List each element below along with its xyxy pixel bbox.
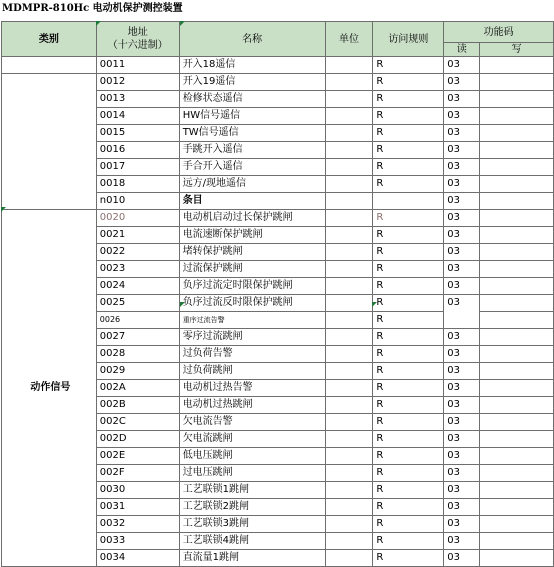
address-cell: 0017 bbox=[96, 159, 179, 176]
register-table bbox=[1, 21, 554, 567]
unit-cell bbox=[325, 533, 373, 550]
address-cell: 002A bbox=[96, 380, 179, 397]
read-code-cell: 03 bbox=[444, 159, 480, 176]
unit-cell bbox=[325, 482, 373, 499]
read-code-cell: 03 bbox=[444, 142, 480, 159]
header-unit: 单位 bbox=[325, 22, 373, 57]
table-row bbox=[2, 57, 554, 74]
write-code-cell bbox=[480, 295, 554, 312]
cell-comment-marker bbox=[372, 302, 377, 307]
read-code-cell: 03 bbox=[444, 261, 480, 278]
write-code-cell bbox=[480, 125, 554, 142]
name-cell: 低电压跳闸 bbox=[179, 448, 325, 465]
address-cell: 0021 bbox=[96, 227, 179, 244]
name-cell: 远方/现地遥信 bbox=[179, 176, 325, 193]
write-code-cell bbox=[480, 414, 554, 431]
name-cell: 欠电流告警 bbox=[179, 414, 325, 431]
name-cell: 电流速断保护跳闸 bbox=[179, 227, 325, 244]
access-cell: R bbox=[373, 431, 444, 448]
address-cell: 002E bbox=[96, 448, 179, 465]
name-cell: 电动机启动过长保护跳闸 bbox=[179, 210, 325, 227]
write-code-cell bbox=[480, 244, 554, 261]
write-code-cell bbox=[480, 261, 554, 278]
write-code-cell bbox=[480, 346, 554, 363]
read-code-cell: 03 bbox=[444, 380, 480, 397]
name-cell: HW信号遥信 bbox=[179, 108, 325, 125]
unit-cell bbox=[325, 244, 373, 261]
unit-cell bbox=[325, 227, 373, 244]
page-title: MDMPR-810Hc 电动机保护测控装置 bbox=[2, 3, 183, 14]
address-cell: 002B bbox=[96, 397, 179, 414]
name-cell: 负序过流定时限保护跳闸 bbox=[179, 278, 325, 295]
name-cell: 检修状态遥信 bbox=[179, 91, 325, 108]
name-cell: 过负荷告警 bbox=[179, 346, 325, 363]
header-category: 类别 bbox=[2, 22, 97, 57]
cell-comment-marker bbox=[180, 302, 185, 307]
address-cell: 0023 bbox=[96, 261, 179, 278]
unit-cell bbox=[325, 516, 373, 533]
write-code-cell bbox=[480, 550, 554, 567]
write-code-cell bbox=[480, 431, 554, 448]
unit-cell bbox=[325, 414, 373, 431]
write-code-cell bbox=[480, 91, 554, 108]
address-cell: 0030 bbox=[96, 482, 179, 499]
access-cell: R bbox=[373, 244, 444, 261]
access-cell: R bbox=[373, 499, 444, 516]
name-cell: 工艺联锁1跳闸 bbox=[179, 482, 325, 499]
access-cell: R bbox=[373, 261, 444, 278]
read-code-cell: 03 bbox=[444, 465, 480, 482]
read-code-cell: 03 bbox=[444, 108, 480, 125]
address-cell: 0028 bbox=[96, 346, 179, 363]
read-code-cell: 03 bbox=[444, 176, 480, 193]
access-cell: R bbox=[373, 380, 444, 397]
header-address-label: 地址 bbox=[127, 27, 148, 38]
access-cell: R bbox=[373, 448, 444, 465]
read-code-cell: 03 bbox=[444, 91, 480, 108]
access-cell: R bbox=[373, 125, 444, 142]
category-action-signal: 动作信号 bbox=[2, 210, 97, 567]
write-code-cell bbox=[480, 482, 554, 499]
access-cell: R bbox=[373, 91, 444, 108]
unit-cell bbox=[325, 448, 373, 465]
header-name: 名称 bbox=[179, 22, 325, 57]
name-cell: 开入18遥信 bbox=[179, 57, 325, 74]
address-cell: 0025 bbox=[96, 295, 179, 312]
address-cell: 0024 bbox=[96, 278, 179, 295]
access-cell: R bbox=[373, 142, 444, 159]
write-code-cell bbox=[480, 142, 554, 159]
write-code-cell bbox=[480, 397, 554, 414]
name-cell: 负序过流反时限保护跳闸 bbox=[179, 295, 325, 312]
write-code-cell bbox=[480, 329, 554, 346]
access-cell: R bbox=[373, 482, 444, 499]
unit-cell bbox=[325, 499, 373, 516]
address-cell: 0015 bbox=[96, 125, 179, 142]
read-code-cell: 03 bbox=[444, 210, 480, 227]
address-cell: 0013 bbox=[96, 91, 179, 108]
unit-cell bbox=[325, 550, 373, 567]
name-cell: 零序过流跳闸 bbox=[179, 329, 325, 346]
name-cell: 工艺联锁3跳闸 bbox=[179, 516, 325, 533]
read-code-cell: 03 bbox=[444, 482, 480, 499]
unit-cell bbox=[325, 431, 373, 448]
unit-cell bbox=[325, 278, 373, 295]
name-cell: 直流量1跳闸 bbox=[179, 550, 325, 567]
address-cell: 0032 bbox=[96, 516, 179, 533]
access-cell bbox=[373, 193, 444, 210]
access-cell: R bbox=[373, 278, 444, 295]
unit-cell bbox=[325, 57, 373, 74]
unit-cell bbox=[325, 159, 373, 176]
access-cell: R bbox=[373, 295, 444, 312]
header-read: 读 bbox=[444, 43, 480, 57]
unit-cell bbox=[325, 125, 373, 142]
name-cell: 电动机过热告警 bbox=[179, 380, 325, 397]
read-code-cell: 03 bbox=[444, 499, 480, 516]
name-cell: 开入19遥信 bbox=[179, 74, 325, 91]
unit-cell bbox=[325, 397, 373, 414]
write-code-cell bbox=[480, 499, 554, 516]
write-code-cell bbox=[480, 448, 554, 465]
read-code-cell: 03 bbox=[444, 431, 480, 448]
name-cell: 工艺联锁4跳闸 bbox=[179, 533, 325, 550]
name-cell: 过负荷跳闸 bbox=[179, 363, 325, 380]
address-cell: 0022 bbox=[96, 244, 179, 261]
access-cell: R bbox=[373, 312, 444, 329]
name-cell: 工艺联锁2跳闸 bbox=[179, 499, 325, 516]
address-cell: 0011 bbox=[96, 57, 179, 74]
table-row bbox=[2, 210, 554, 227]
name-cell: 重序过流告警 bbox=[179, 312, 325, 329]
address-cell: 0026 bbox=[96, 312, 179, 329]
read-code-cell: 03 bbox=[444, 278, 480, 295]
write-code-cell bbox=[480, 159, 554, 176]
write-code-cell bbox=[480, 533, 554, 550]
unit-cell bbox=[325, 91, 373, 108]
unit-cell bbox=[325, 142, 373, 159]
write-code-cell bbox=[480, 312, 554, 329]
write-code-cell bbox=[480, 380, 554, 397]
table-row bbox=[2, 74, 554, 91]
address-cell: 002F bbox=[96, 465, 179, 482]
access-cell: R bbox=[373, 346, 444, 363]
write-code-cell bbox=[480, 74, 554, 91]
unit-cell bbox=[325, 363, 373, 380]
address-cell: n010 bbox=[96, 193, 179, 210]
read-code-cell: 03 bbox=[444, 74, 480, 91]
unit-cell bbox=[325, 210, 373, 227]
read-code-cell: 03 bbox=[444, 397, 480, 414]
name-cell: 过电压跳闸 bbox=[179, 465, 325, 482]
unit-cell bbox=[325, 108, 373, 125]
access-cell: R bbox=[373, 465, 444, 482]
address-cell: 0029 bbox=[96, 363, 179, 380]
read-code-cell: 03 bbox=[444, 346, 480, 363]
address-cell: 0020 bbox=[96, 210, 179, 227]
access-cell: R bbox=[373, 176, 444, 193]
write-code-cell bbox=[480, 278, 554, 295]
unit-cell bbox=[325, 312, 373, 329]
address-cell: 0033 bbox=[96, 533, 179, 550]
access-cell: R bbox=[373, 397, 444, 414]
address-cell: 0018 bbox=[96, 176, 179, 193]
unit-cell bbox=[325, 465, 373, 482]
write-code-cell bbox=[480, 193, 554, 210]
read-code-cell: 03 bbox=[444, 533, 480, 550]
address-cell: 0034 bbox=[96, 550, 179, 567]
header-row bbox=[2, 22, 554, 43]
name-cell: 手合开入遥信 bbox=[179, 159, 325, 176]
cell-comment-marker bbox=[1, 207, 6, 212]
access-cell: R bbox=[373, 414, 444, 431]
read-code-cell: 03 bbox=[444, 363, 480, 380]
unit-cell bbox=[325, 261, 373, 278]
write-code-cell bbox=[480, 176, 554, 193]
name-cell: 手跳开入遥信 bbox=[179, 142, 325, 159]
write-code-cell bbox=[480, 210, 554, 227]
read-code-cell: 03 bbox=[444, 550, 480, 567]
unit-cell bbox=[325, 329, 373, 346]
write-code-cell bbox=[480, 516, 554, 533]
read-code-cell: 03 bbox=[444, 414, 480, 431]
unit-cell bbox=[325, 193, 373, 210]
name-cell: TW信号遥信 bbox=[179, 125, 325, 142]
address-cell: 0027 bbox=[96, 329, 179, 346]
read-code-cell: 03 bbox=[444, 57, 480, 74]
write-code-cell bbox=[480, 57, 554, 74]
write-code-cell bbox=[480, 363, 554, 380]
write-code-cell bbox=[480, 227, 554, 244]
access-cell: R bbox=[373, 159, 444, 176]
read-code-cell: 03 bbox=[444, 244, 480, 261]
header-access: 访问规则 bbox=[373, 22, 444, 57]
access-cell: R bbox=[373, 533, 444, 550]
access-cell: R bbox=[373, 108, 444, 125]
header-write: 写 bbox=[480, 43, 554, 57]
access-cell: R bbox=[373, 74, 444, 91]
category-cell bbox=[2, 74, 97, 210]
read-code-cell: 03 bbox=[444, 295, 480, 329]
header-function-code: 功能码 bbox=[444, 22, 554, 43]
write-code-cell bbox=[480, 465, 554, 482]
access-cell: R bbox=[373, 363, 444, 380]
read-code-cell: 03 bbox=[444, 227, 480, 244]
name-cell: 堵转保护跳闸 bbox=[179, 244, 325, 261]
header-address-hex-label: （十六进制） bbox=[107, 40, 168, 51]
read-code-cell: 03 bbox=[444, 329, 480, 346]
address-cell: 0014 bbox=[96, 108, 179, 125]
access-cell: R bbox=[373, 516, 444, 533]
unit-cell bbox=[325, 176, 373, 193]
unit-cell bbox=[325, 295, 373, 312]
unit-cell bbox=[325, 74, 373, 91]
address-cell: 0031 bbox=[96, 499, 179, 516]
read-code-cell: 03 bbox=[444, 448, 480, 465]
access-cell: R bbox=[373, 550, 444, 567]
access-cell: R bbox=[373, 329, 444, 346]
name-cell: 条目 bbox=[179, 193, 325, 210]
unit-cell bbox=[325, 346, 373, 363]
address-cell: 002C bbox=[96, 414, 179, 431]
cell-comment-marker bbox=[180, 21, 185, 26]
category-cell bbox=[2, 57, 97, 74]
unit-cell bbox=[325, 380, 373, 397]
header-address bbox=[96, 22, 179, 57]
name-cell: 电动机过热跳闸 bbox=[179, 397, 325, 414]
access-cell: R bbox=[373, 227, 444, 244]
address-cell: 0012 bbox=[96, 74, 179, 91]
access-cell: R bbox=[373, 57, 444, 74]
read-code-cell: 03 bbox=[444, 193, 480, 210]
name-cell: 欠电流跳闸 bbox=[179, 431, 325, 448]
name-cell: 过流保护跳闸 bbox=[179, 261, 325, 278]
read-code-cell: 03 bbox=[444, 125, 480, 142]
write-code-cell bbox=[480, 108, 554, 125]
read-code-cell: 03 bbox=[444, 516, 480, 533]
cell-comment-marker bbox=[96, 21, 101, 26]
address-cell: 0016 bbox=[96, 142, 179, 159]
address-cell: 002D bbox=[96, 431, 179, 448]
access-cell: R bbox=[373, 210, 444, 227]
